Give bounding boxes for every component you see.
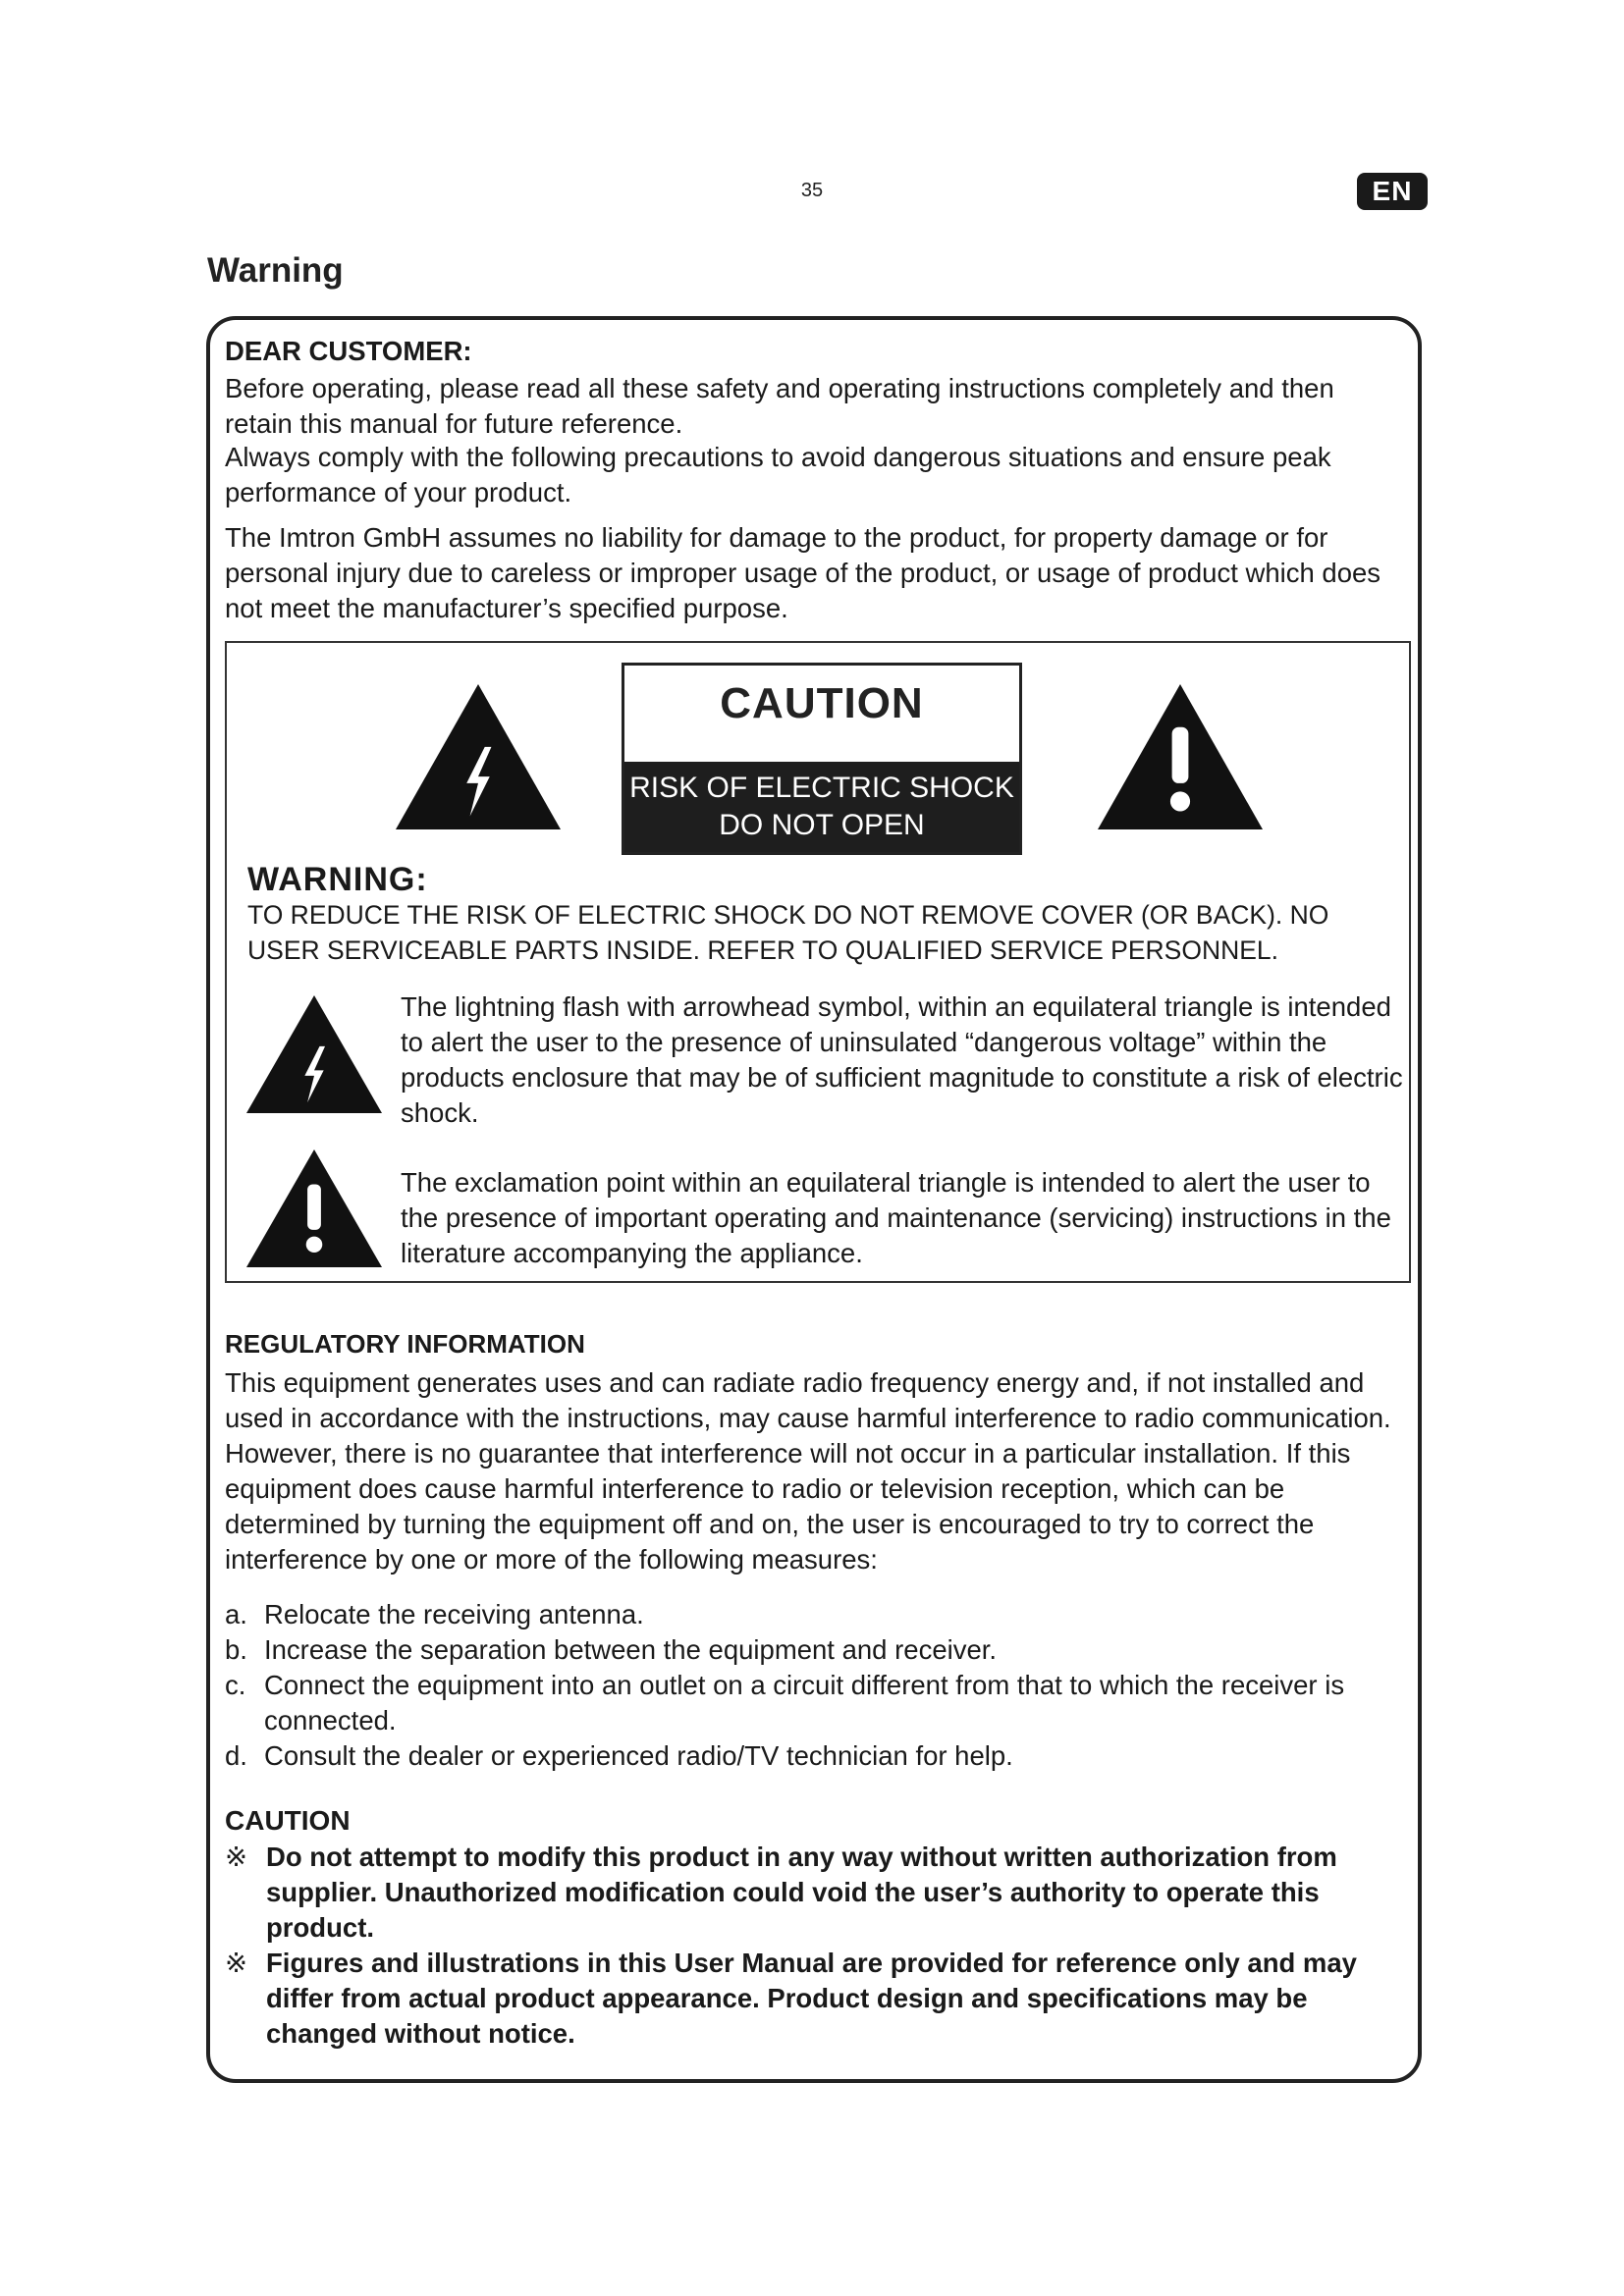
caution-sign <box>622 663 1022 855</box>
caution-list <box>225 1840 1403 2052</box>
list-marker: c. <box>225 1670 246 1700</box>
list-item-text: Figures and illustrations in this User Manual are provided for reference only and may differ from actual product appearance. Product design and specifications may be changed without notice. <box>266 1948 1357 2049</box>
lightning-triangle-icon <box>396 684 561 829</box>
warning-heading: WARNING: <box>247 861 428 898</box>
regulatory-measures-list <box>225 1597 1418 1774</box>
exclamation-symbol-description: The exclamation point within an equilateral triangle is intended to alert the user to the presence of important operating and maintenance (servicing) instructions in the literature accompanying the appliance. <box>401 1167 1391 1268</box>
caution-heading: CAUTION <box>225 1805 351 1836</box>
caution-sign-title: CAUTION <box>720 679 924 727</box>
list-item <box>225 1632 1418 1668</box>
exclamation-triangle-icon <box>1098 684 1263 829</box>
list-item <box>225 1946 1403 2052</box>
list-marker: b. <box>225 1634 247 1665</box>
reference-mark-icon: ※ <box>225 1842 248 1872</box>
caution-sign-line-2: DO NOT OPEN <box>719 809 925 841</box>
regulatory-text: This equipment generates uses and can radiate radio frequency energy and, if not installed and used in accordance with the instructions, may cause harmful interference to radio communication. However, there is no guarantee that interference will not occur in a particular installation. If this equipment does cause harmful interference to radio or television reception, which can be determined by turning the equipment off and on, the user is encouraged to try to correct the interference by one or more of the following measures: <box>225 1367 1391 1575</box>
exclamation-triangle-icon <box>246 1149 382 1267</box>
reference-mark-icon: ※ <box>225 1948 248 1978</box>
list-item <box>225 1840 1403 1946</box>
regulatory-heading: REGULATORY INFORMATION <box>225 1329 585 1359</box>
liability-paragraph: The Imtron GmbH assumes no liability for damage to the product, for property damage or for personal injury due to careless or improper usage of the product, or usage of product which does not meet the manufacturer’s specified purpose. <box>225 522 1381 623</box>
lightning-symbol-description: The lightning flash with arrowhead symbol, within an equilateral triangle is intended to alert the user to the presence of uninsulated “dangerous voltage” within the products enclosure that may be of sufficient magnitude to constitute a risk of electric shock. <box>401 991 1403 1128</box>
language-badge: EN <box>1357 173 1428 210</box>
list-item-text: Do not attempt to modify this product in any way without written authorization from supplier. Unauthorized modification could void the user’s authority to operate this product. <box>266 1842 1337 1943</box>
intro-paragraph-2: Always comply with the following precautions to avoid dangerous situations and ensure peak performance of your product. <box>225 442 1331 507</box>
list-marker: d. <box>225 1740 247 1771</box>
lightning-triangle-icon <box>246 995 382 1113</box>
list-item <box>225 1738 1418 1774</box>
dear-customer-heading: DEAR CUSTOMER: <box>225 336 472 366</box>
caution-sign-line-1: RISK OF ELECTRIC SHOCK <box>629 772 1014 804</box>
list-item <box>225 1668 1418 1738</box>
list-item-text: Consult the dealer or experienced radio/TV technician for help. <box>264 1740 1013 1771</box>
warning-text: TO REDUCE THE RISK OF ELECTRIC SHOCK DO NOT REMOVE COVER (OR BACK). NO USER SERVICEABLE PARTS INSIDE. REFER TO QUALIFIED SERVICE PERSONNEL. <box>247 900 1329 965</box>
intro-paragraph-1: Before operating, please read all these safety and operating instructions completely and then retain this manual for future reference. <box>225 373 1334 439</box>
list-item <box>225 1597 1418 1632</box>
list-marker: a. <box>225 1599 247 1629</box>
caution-sign-band <box>624 762 1019 852</box>
page-number: 35 <box>800 180 824 201</box>
list-item-text: Connect the equipment into an outlet on a circuit different from that to which the receiver is connected. <box>264 1670 1345 1735</box>
list-item-text: Increase the separation between the equipment and receiver. <box>264 1634 998 1665</box>
list-item-text: Relocate the receiving antenna. <box>264 1599 644 1629</box>
page-title: Warning <box>207 251 344 290</box>
